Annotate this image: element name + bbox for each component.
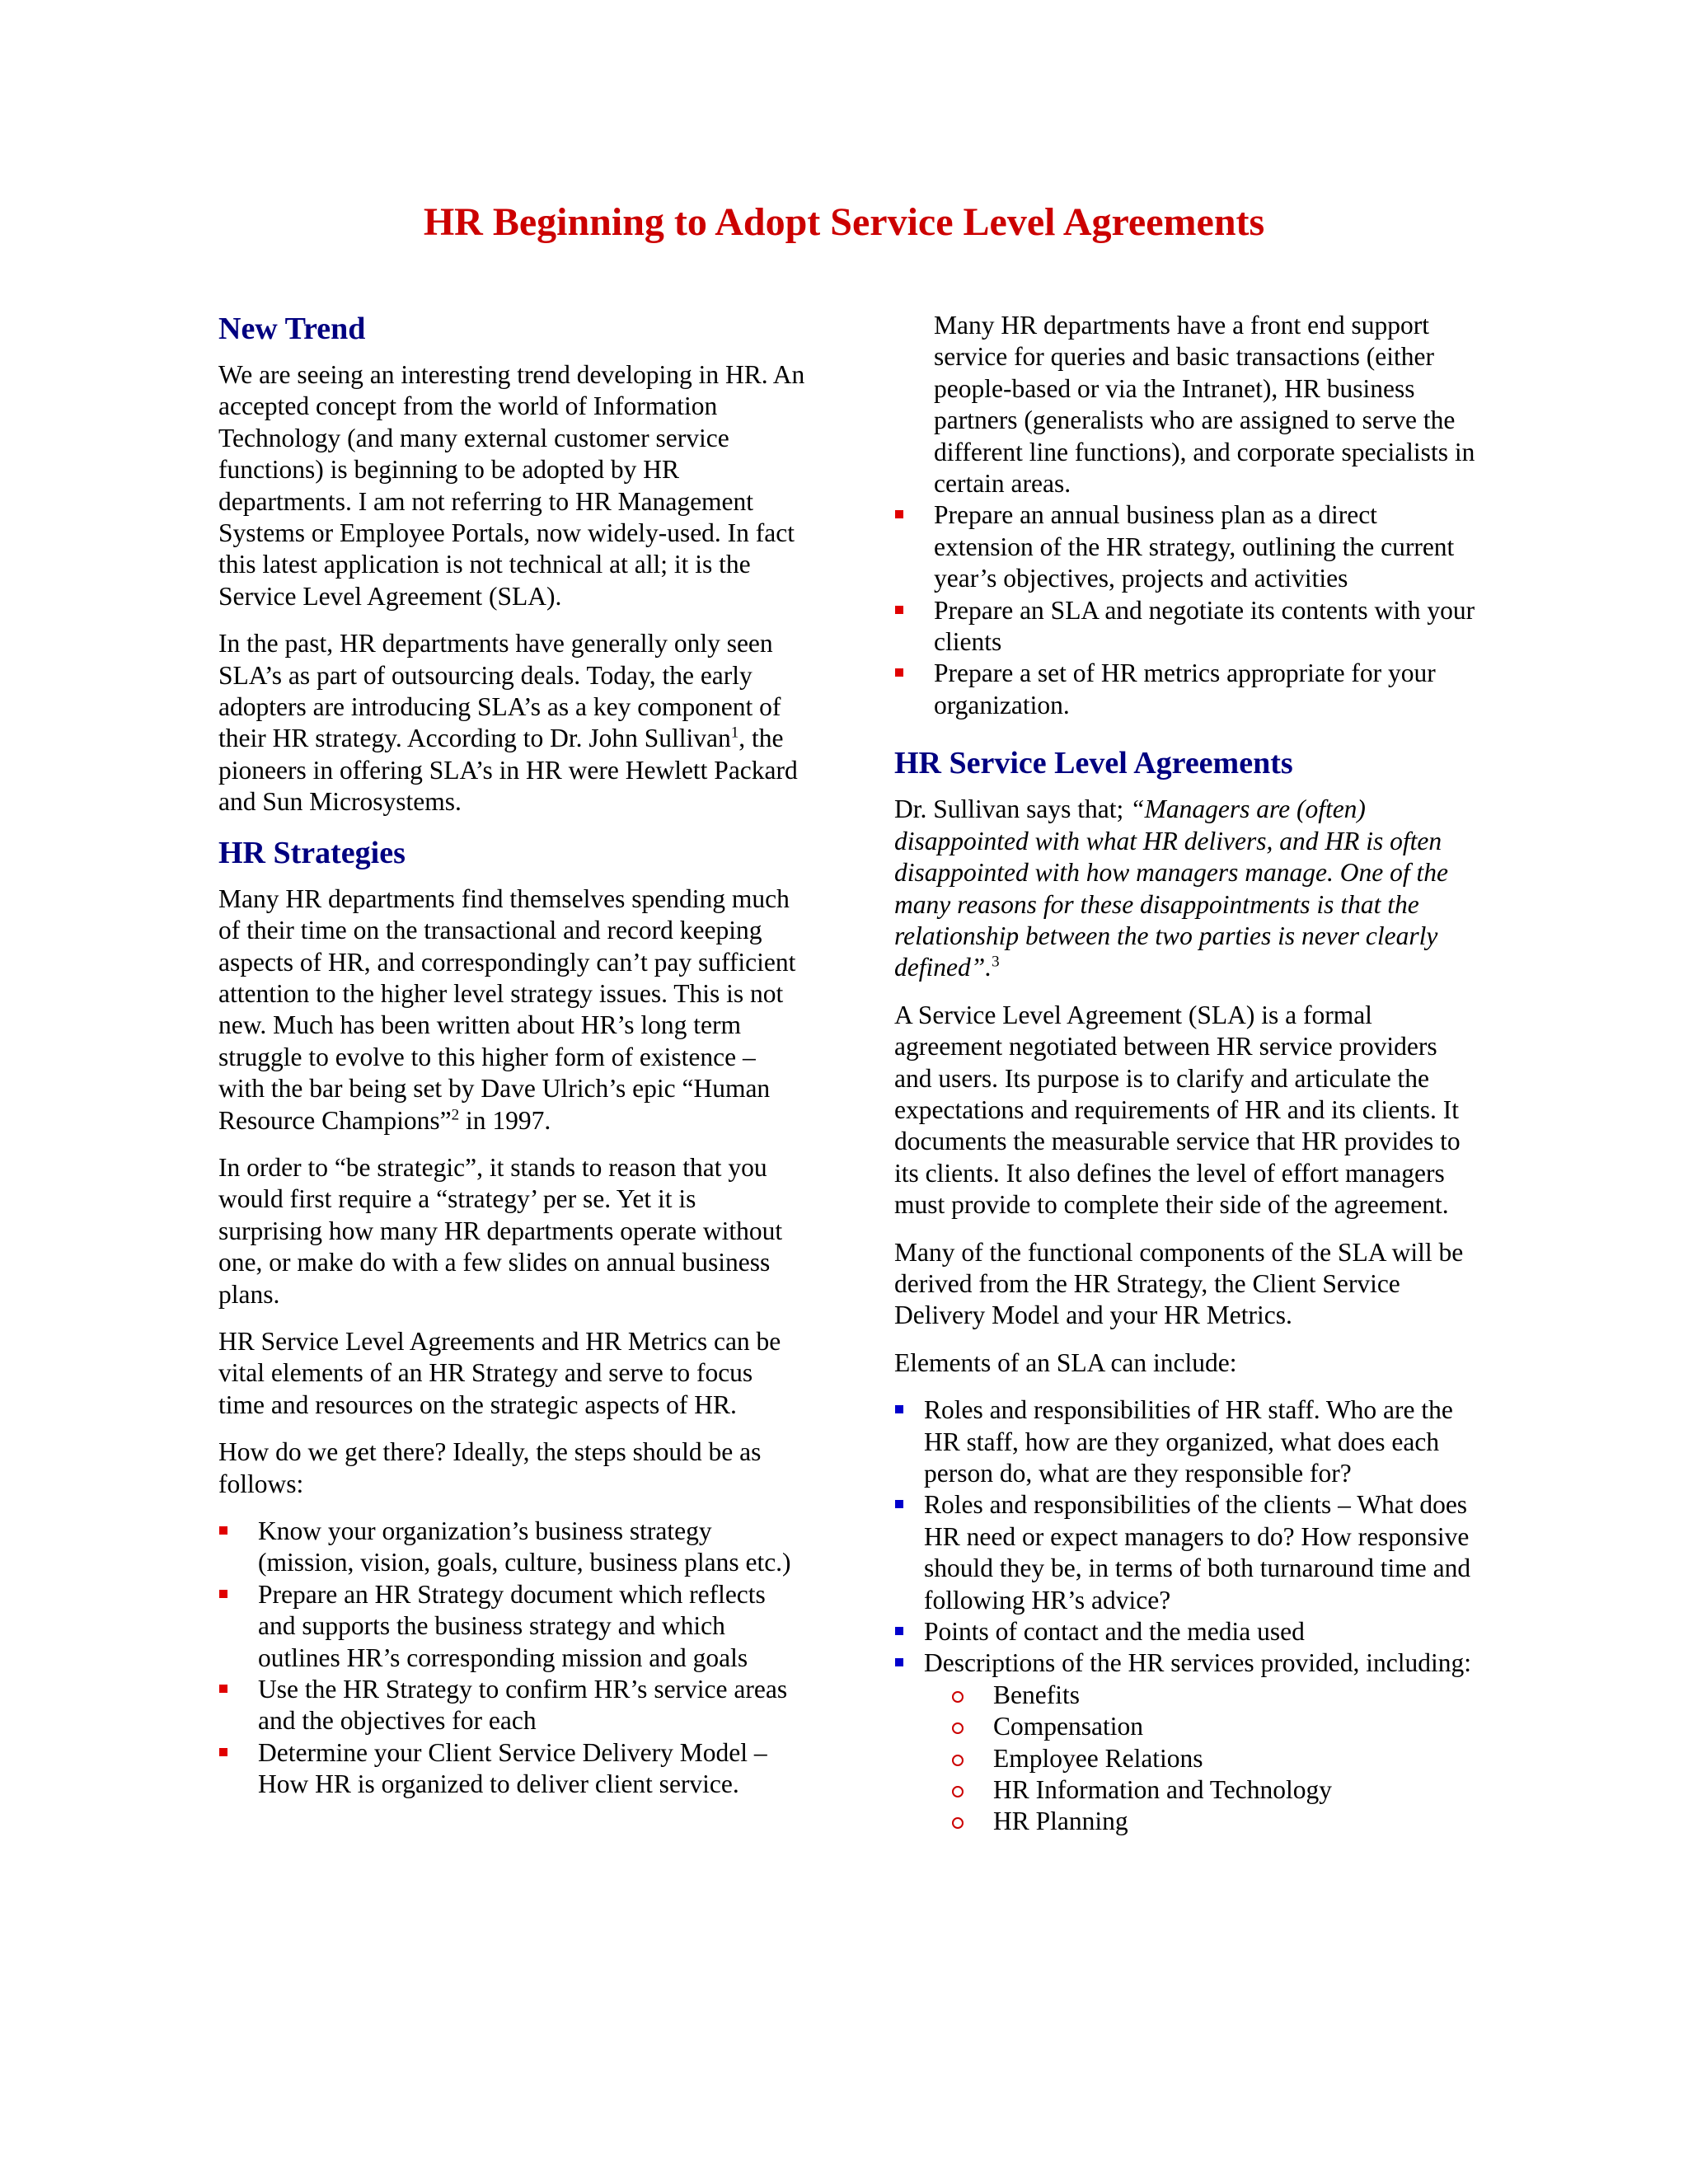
- page-title: HR Beginning to Adopt Service Level Agreements: [423, 200, 1265, 244]
- list-item: Use the HR Strategy to confirm HR’s service areas and the objectives for each: [218, 1674, 805, 1737]
- list-item-services: [894, 1647, 1479, 1837]
- list-item: Points of contact and the media used: [894, 1616, 1479, 1647]
- list-item: Compensation: [924, 1711, 1479, 1742]
- list-item: Prepare an SLA and negotiate its contents with your clients: [894, 595, 1479, 658]
- quote-lead: Dr. Sullivan says that;: [894, 794, 1131, 824]
- list-item: Prepare a set of HR metrics appropriate for your organization.: [894, 658, 1479, 721]
- footnote-ref-3: 3: [992, 953, 1000, 971]
- heading-hr-sla: HR Service Level Agreements: [894, 746, 1293, 781]
- elements-list: [894, 1394, 1479, 1838]
- right-column: [894, 310, 1479, 1854]
- paragraph-strategies-text-a: Many HR departments find themselves spending much of their time on the transactional and record keeping aspects of HR, and correspondingly can’t pay sufficient attention to the higher level strategy issues. This is not new. Much has been written about HR’s long term struggle to evolve to this higher form of existence – with the bar being set by Dave Ulrich’s epic “Human Resource Champions”: [218, 883, 796, 1135]
- list-item-text: Descriptions of the HR services provided, including:: [924, 1648, 1471, 1678]
- paragraph-past-sla-text-b: , the pioneers in offering SLA’s in HR were Hewlett Packard and Sun Microsystems.: [218, 724, 798, 817]
- list-item: Know your organization’s business strategy (mission, vision, goals, culture, business plans etc.): [218, 1516, 805, 1579]
- list-item: Employee Relations: [924, 1743, 1479, 1774]
- paragraph-sla-definition: A Service Level Agreement (SLA) is a formal agreement negotiated between HR service providers and users. Its purpose is to clarify and articulate the expectations and requirements of HR and its clients. It documents the measurable service that HR provides to its clients. It also defines the level of effort managers must provide to complete their side of the agreement.: [894, 1000, 1461, 1220]
- quote-text: “Managers are (often) disappointed with what HR delivers, and HR is often disappointed with how managers manage. One of the many reasons for these disappointments is that the relationship between the two parties is never clearly defined”.: [894, 794, 1448, 982]
- heading-hr-strategies: HR Strategies: [218, 835, 406, 870]
- paragraph-past-sla-text-a: In the past, HR departments have generally only seen SLA’s as part of outsourcing deals. Today, the early adopters are introducing SLA’s as a key component of their HR strategy. According to Dr. John Sullivan: [218, 629, 781, 753]
- list-item: HR Planning: [924, 1806, 1479, 1837]
- list-item: HR Information and Technology: [924, 1774, 1479, 1806]
- list-item: Prepare an annual business plan as a direct extension of the HR strategy, outlining the current year’s objectives, projects and activities: [894, 499, 1479, 594]
- paragraph-sla-metrics: HR Service Level Agreements and HR Metrics can be vital elements of an HR Strategy and serve to focus time and resources on the strategic aspects of HR.: [218, 1326, 781, 1419]
- paragraph-sullivan-quote: [894, 794, 1479, 983]
- list-item: Prepare an HR Strategy document which reflects and supports the business strategy and which outlines HR’s corresponding mission and goals: [218, 1579, 805, 1674]
- steps-list-continued: [894, 499, 1479, 721]
- footnote-ref-2: 2: [451, 1106, 460, 1124]
- services-list: [924, 1680, 1479, 1838]
- left-column: [218, 310, 805, 1816]
- paragraph-past-sla: [218, 628, 805, 818]
- paragraph-strategies-text-b: in 1997.: [459, 1105, 551, 1135]
- footnote-ref-1: 1: [730, 724, 739, 742]
- paragraph-new-trend: We are seeing an interesting trend developing in HR. An accepted concept from the world of Information Technology (and many external customer service functions) is beginning to be adopted by HR departments. I am not referring to HR Management Systems or Employee Portals, now widely-used. In fact this latest application is not technical at all; it is the Service Level Agreement (SLA).: [218, 360, 805, 611]
- paragraph-strategies: [218, 883, 805, 1137]
- steps-continuation: Many HR departments have a front end support service for queries and basic transactions (either people-based or via the Intranet), HR business partners (generalists who are assigned to serve the different line functions), and corporate specialists in certain areas.: [934, 311, 1475, 499]
- paragraph-functional-components: Many of the functional components of the SLA will be derived from the HR Strategy, the Client Service Delivery Model and your HR Metrics.: [894, 1237, 1464, 1330]
- list-item: Determine your Client Service Delivery Model – How HR is organized to deliver client service.: [218, 1737, 805, 1801]
- paragraph-elements-intro: Elements of an SLA can include:: [894, 1347, 1237, 1377]
- list-item: Benefits: [924, 1680, 1479, 1711]
- heading-new-trend: New Trend: [218, 312, 366, 346]
- paragraph-steps-intro: How do we get there? Ideally, the steps should be as follows:: [218, 1437, 762, 1498]
- list-item: Roles and responsibilities of HR staff. Who are the HR staff, how are they organized, what does each person do, what are they responsible for?: [894, 1394, 1479, 1489]
- list-item: Roles and responsibilities of the clients – What does HR need or expect managers to do? How responsive should they be, in terms of both turnaround time and following HR’s advice?: [894, 1489, 1479, 1616]
- steps-list: [218, 1516, 805, 1801]
- paragraph-be-strategic: In order to “be strategic”, it stands to reason that you would first require a “strategy’ per se. Yet it is surprising how many HR departments operate without one, or make do with a few slides on annual business plans.: [218, 1152, 783, 1309]
